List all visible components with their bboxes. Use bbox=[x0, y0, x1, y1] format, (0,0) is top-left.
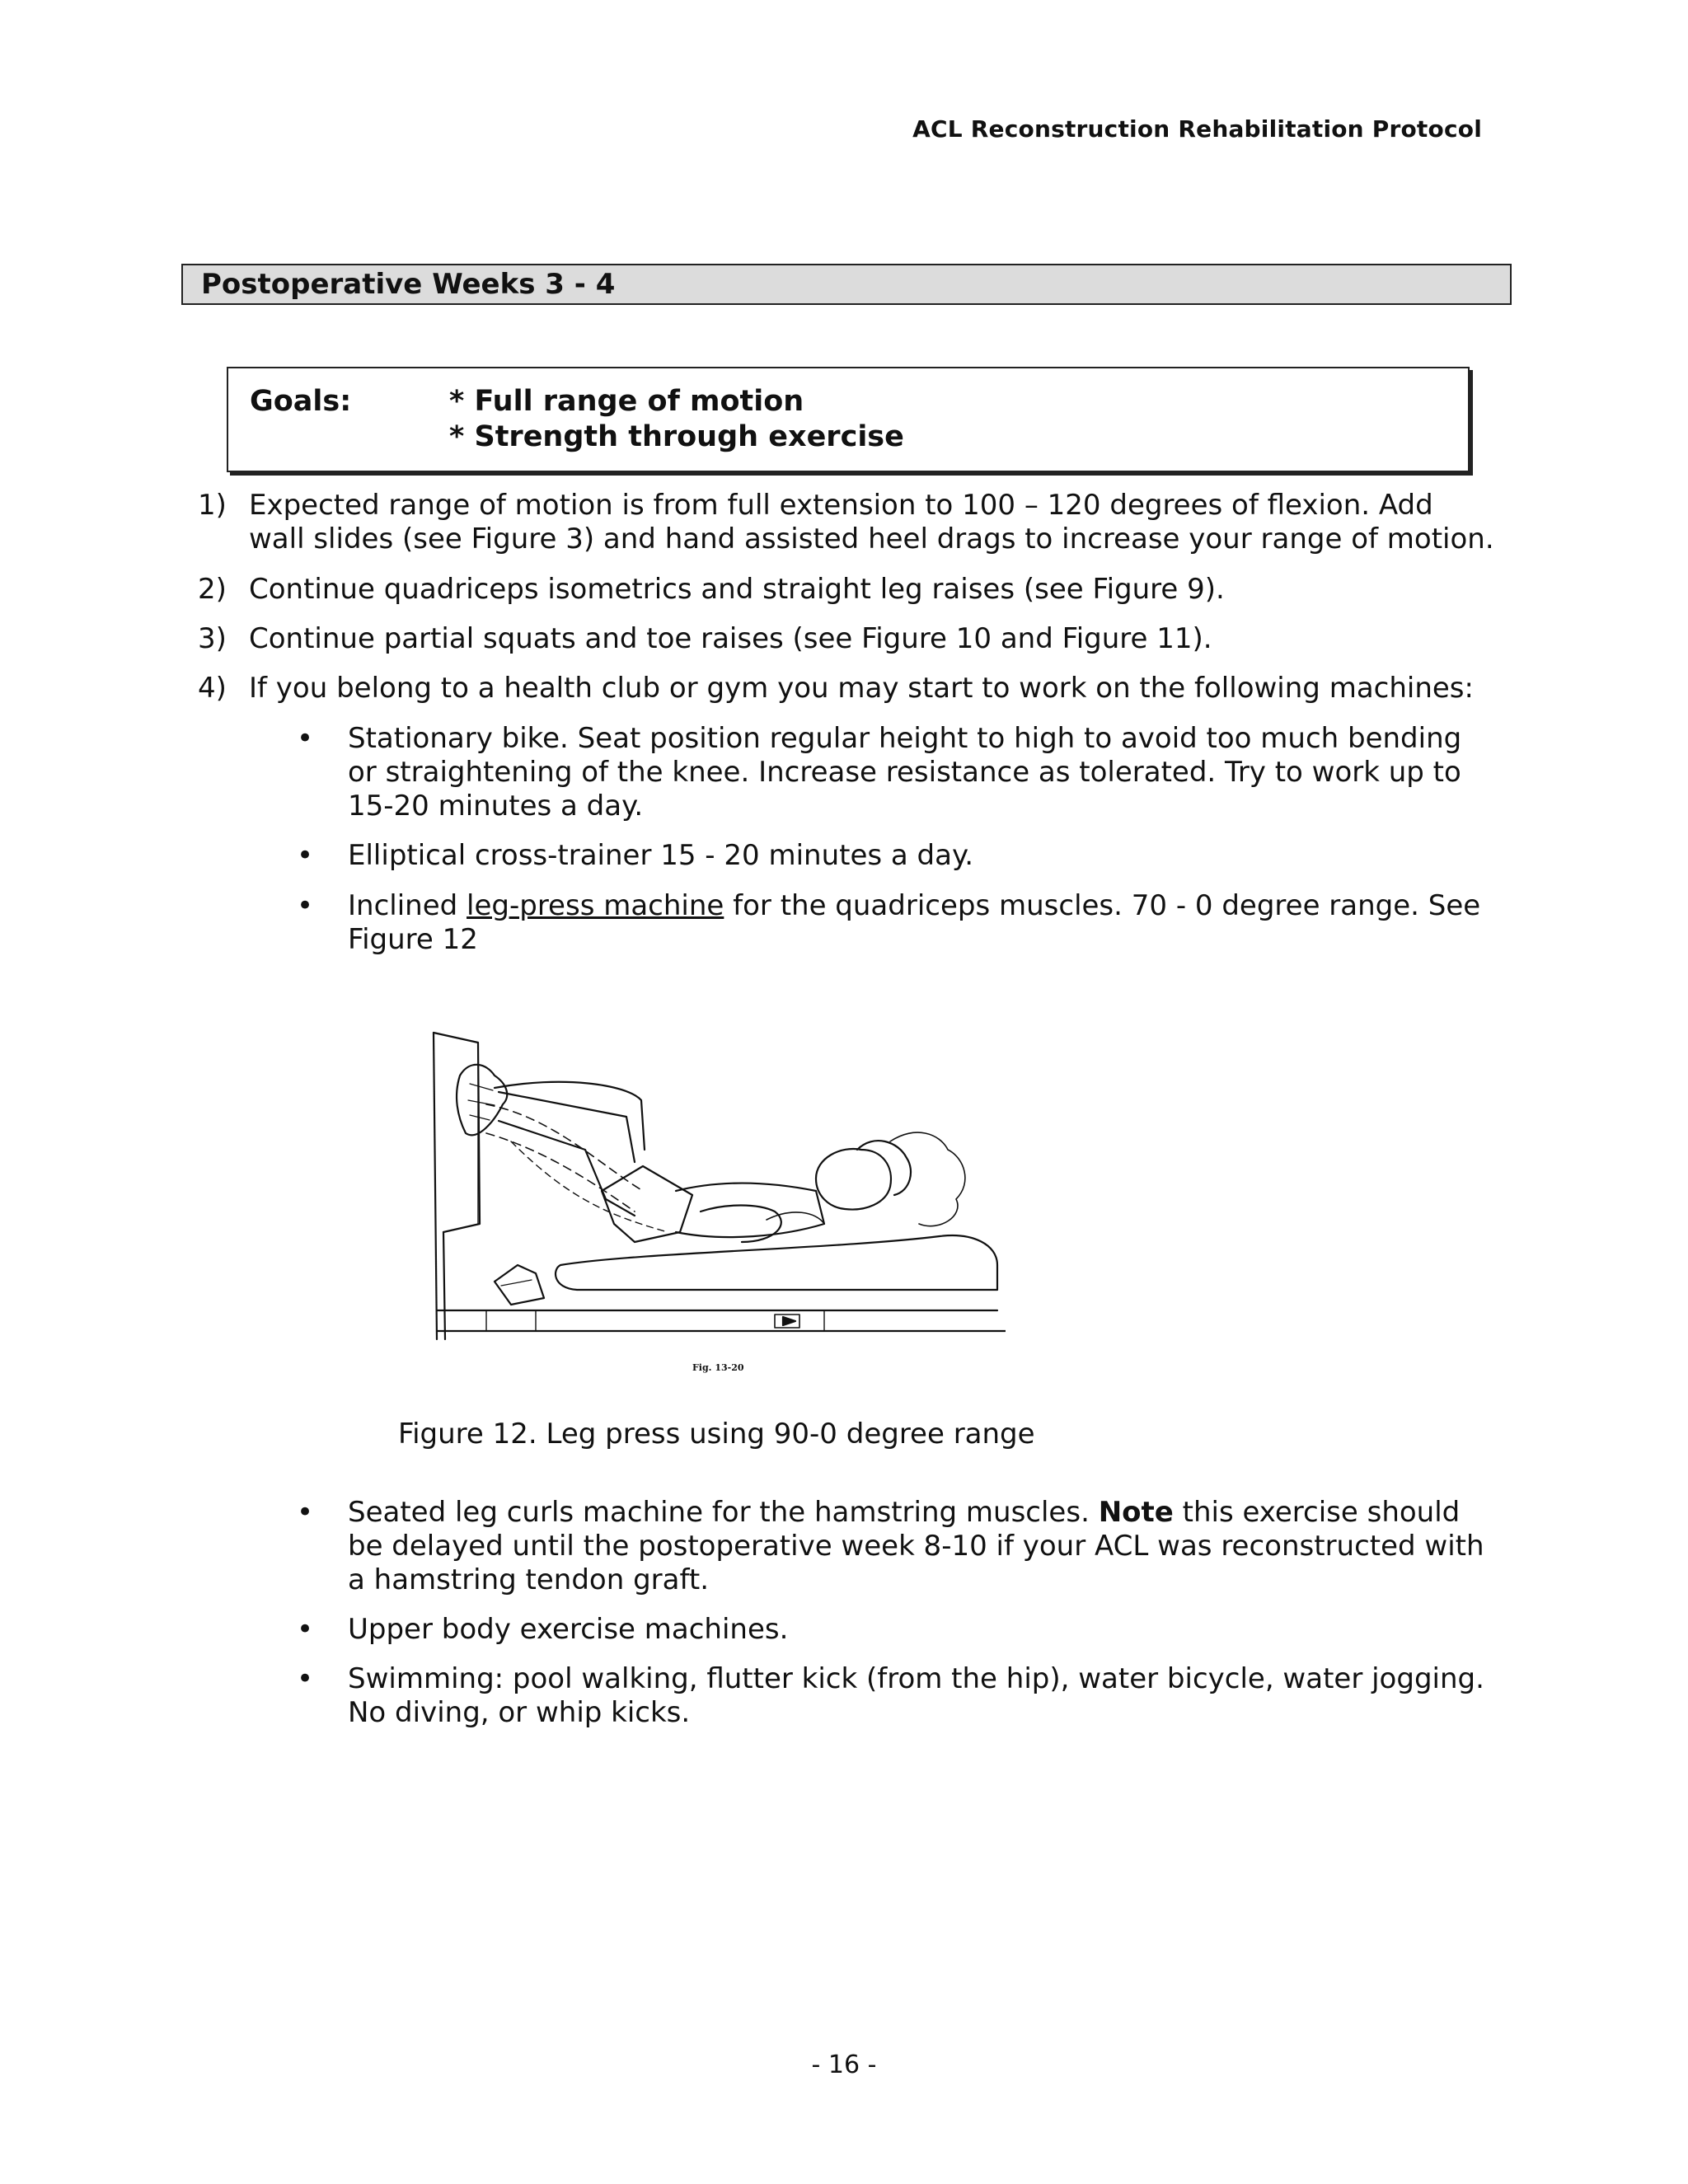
bullet-text-line bbox=[348, 1496, 1500, 1530]
text-run: Inclined bbox=[348, 889, 467, 922]
bullet-text-line: No diving, or whip kicks. bbox=[348, 1696, 691, 1729]
bullet-text-line: Upper body exercise machines. bbox=[348, 1613, 789, 1646]
bullet-text-line: or straightening of the knee. Increase resistance as tolerated. Try to work up to bbox=[348, 756, 1461, 789]
section-title: Postoperative Weeks 3 - 4 bbox=[181, 264, 1512, 305]
bullet-text-line: be delayed until the postoperative week 8-10 if your ACL was reconstructed with bbox=[348, 1530, 1484, 1563]
list-text-line: If you belong to a health club or gym you may start to work on the following machines: bbox=[249, 672, 1474, 705]
bullet-text-line: 15-20 minutes a day. bbox=[348, 790, 644, 823]
bullet-symbol: • bbox=[297, 889, 314, 922]
bullet-symbol: • bbox=[297, 1496, 314, 1529]
text-run: this exercise should bbox=[1173, 1496, 1461, 1529]
bullet-text-line: Swimming: pool walking, flutter kick (from the hip), water bicycle, water jogging. bbox=[348, 1662, 1484, 1695]
list-number: 1) bbox=[198, 489, 227, 522]
list-text-line: wall slides (see Figure 3) and hand assisted heel drags to increase your range of motion. bbox=[249, 523, 1494, 555]
running-header: ACL Reconstruction Rehabilitation Protocol bbox=[912, 115, 1482, 143]
page-number: - 16 - bbox=[811, 2050, 877, 2079]
goals-label: Goals: bbox=[250, 385, 352, 418]
list-text-line: Continue quadriceps isometrics and straight leg raises (see Figure 9). bbox=[249, 573, 1225, 606]
leg-press-illustration bbox=[429, 1026, 1006, 1389]
goal-item: * Strength through exercise bbox=[449, 420, 904, 453]
note-label: Note bbox=[1098, 1496, 1174, 1529]
bullet-text-line: Figure 12 bbox=[348, 923, 478, 956]
bullet-symbol: • bbox=[297, 839, 314, 872]
bullet-text-line: Stationary bike. Seat position regular height to high to avoid too much bending bbox=[348, 722, 1462, 755]
list-text-line: Continue partial squats and toe raises (see Figure 10 and Figure 11). bbox=[249, 622, 1212, 655]
goals-box bbox=[227, 367, 1470, 472]
figure-caption: Figure 12. Leg press using 90-0 degree range bbox=[398, 1418, 1035, 1451]
list-number: 3) bbox=[198, 622, 227, 655]
bullet-symbol: • bbox=[297, 1613, 314, 1646]
bullet-text-line: Elliptical cross-trainer 15 - 20 minutes a day. bbox=[348, 839, 974, 872]
bullet-text-line bbox=[348, 889, 1500, 923]
list-text-line: Expected range of motion is from full extension to 100 – 120 degrees of flexion. Add bbox=[249, 489, 1433, 522]
goal-item: * Full range of motion bbox=[449, 385, 804, 418]
leg-press-link[interactable]: leg-press machine bbox=[467, 889, 724, 922]
bullet-text-line: a hamstring tendon graft. bbox=[348, 1563, 709, 1596]
bullet-symbol: • bbox=[297, 1662, 314, 1695]
text-run: for the quadriceps muscles. 70 - 0 degree range. See bbox=[724, 889, 1481, 922]
bullet-symbol: • bbox=[297, 722, 314, 755]
list-number: 2) bbox=[198, 573, 227, 606]
text-run: Seated leg curls machine for the hamstring muscles. bbox=[348, 1496, 1099, 1529]
figure-code: Fig. 13-20 bbox=[692, 1362, 744, 1373]
list-number: 4) bbox=[198, 672, 227, 705]
